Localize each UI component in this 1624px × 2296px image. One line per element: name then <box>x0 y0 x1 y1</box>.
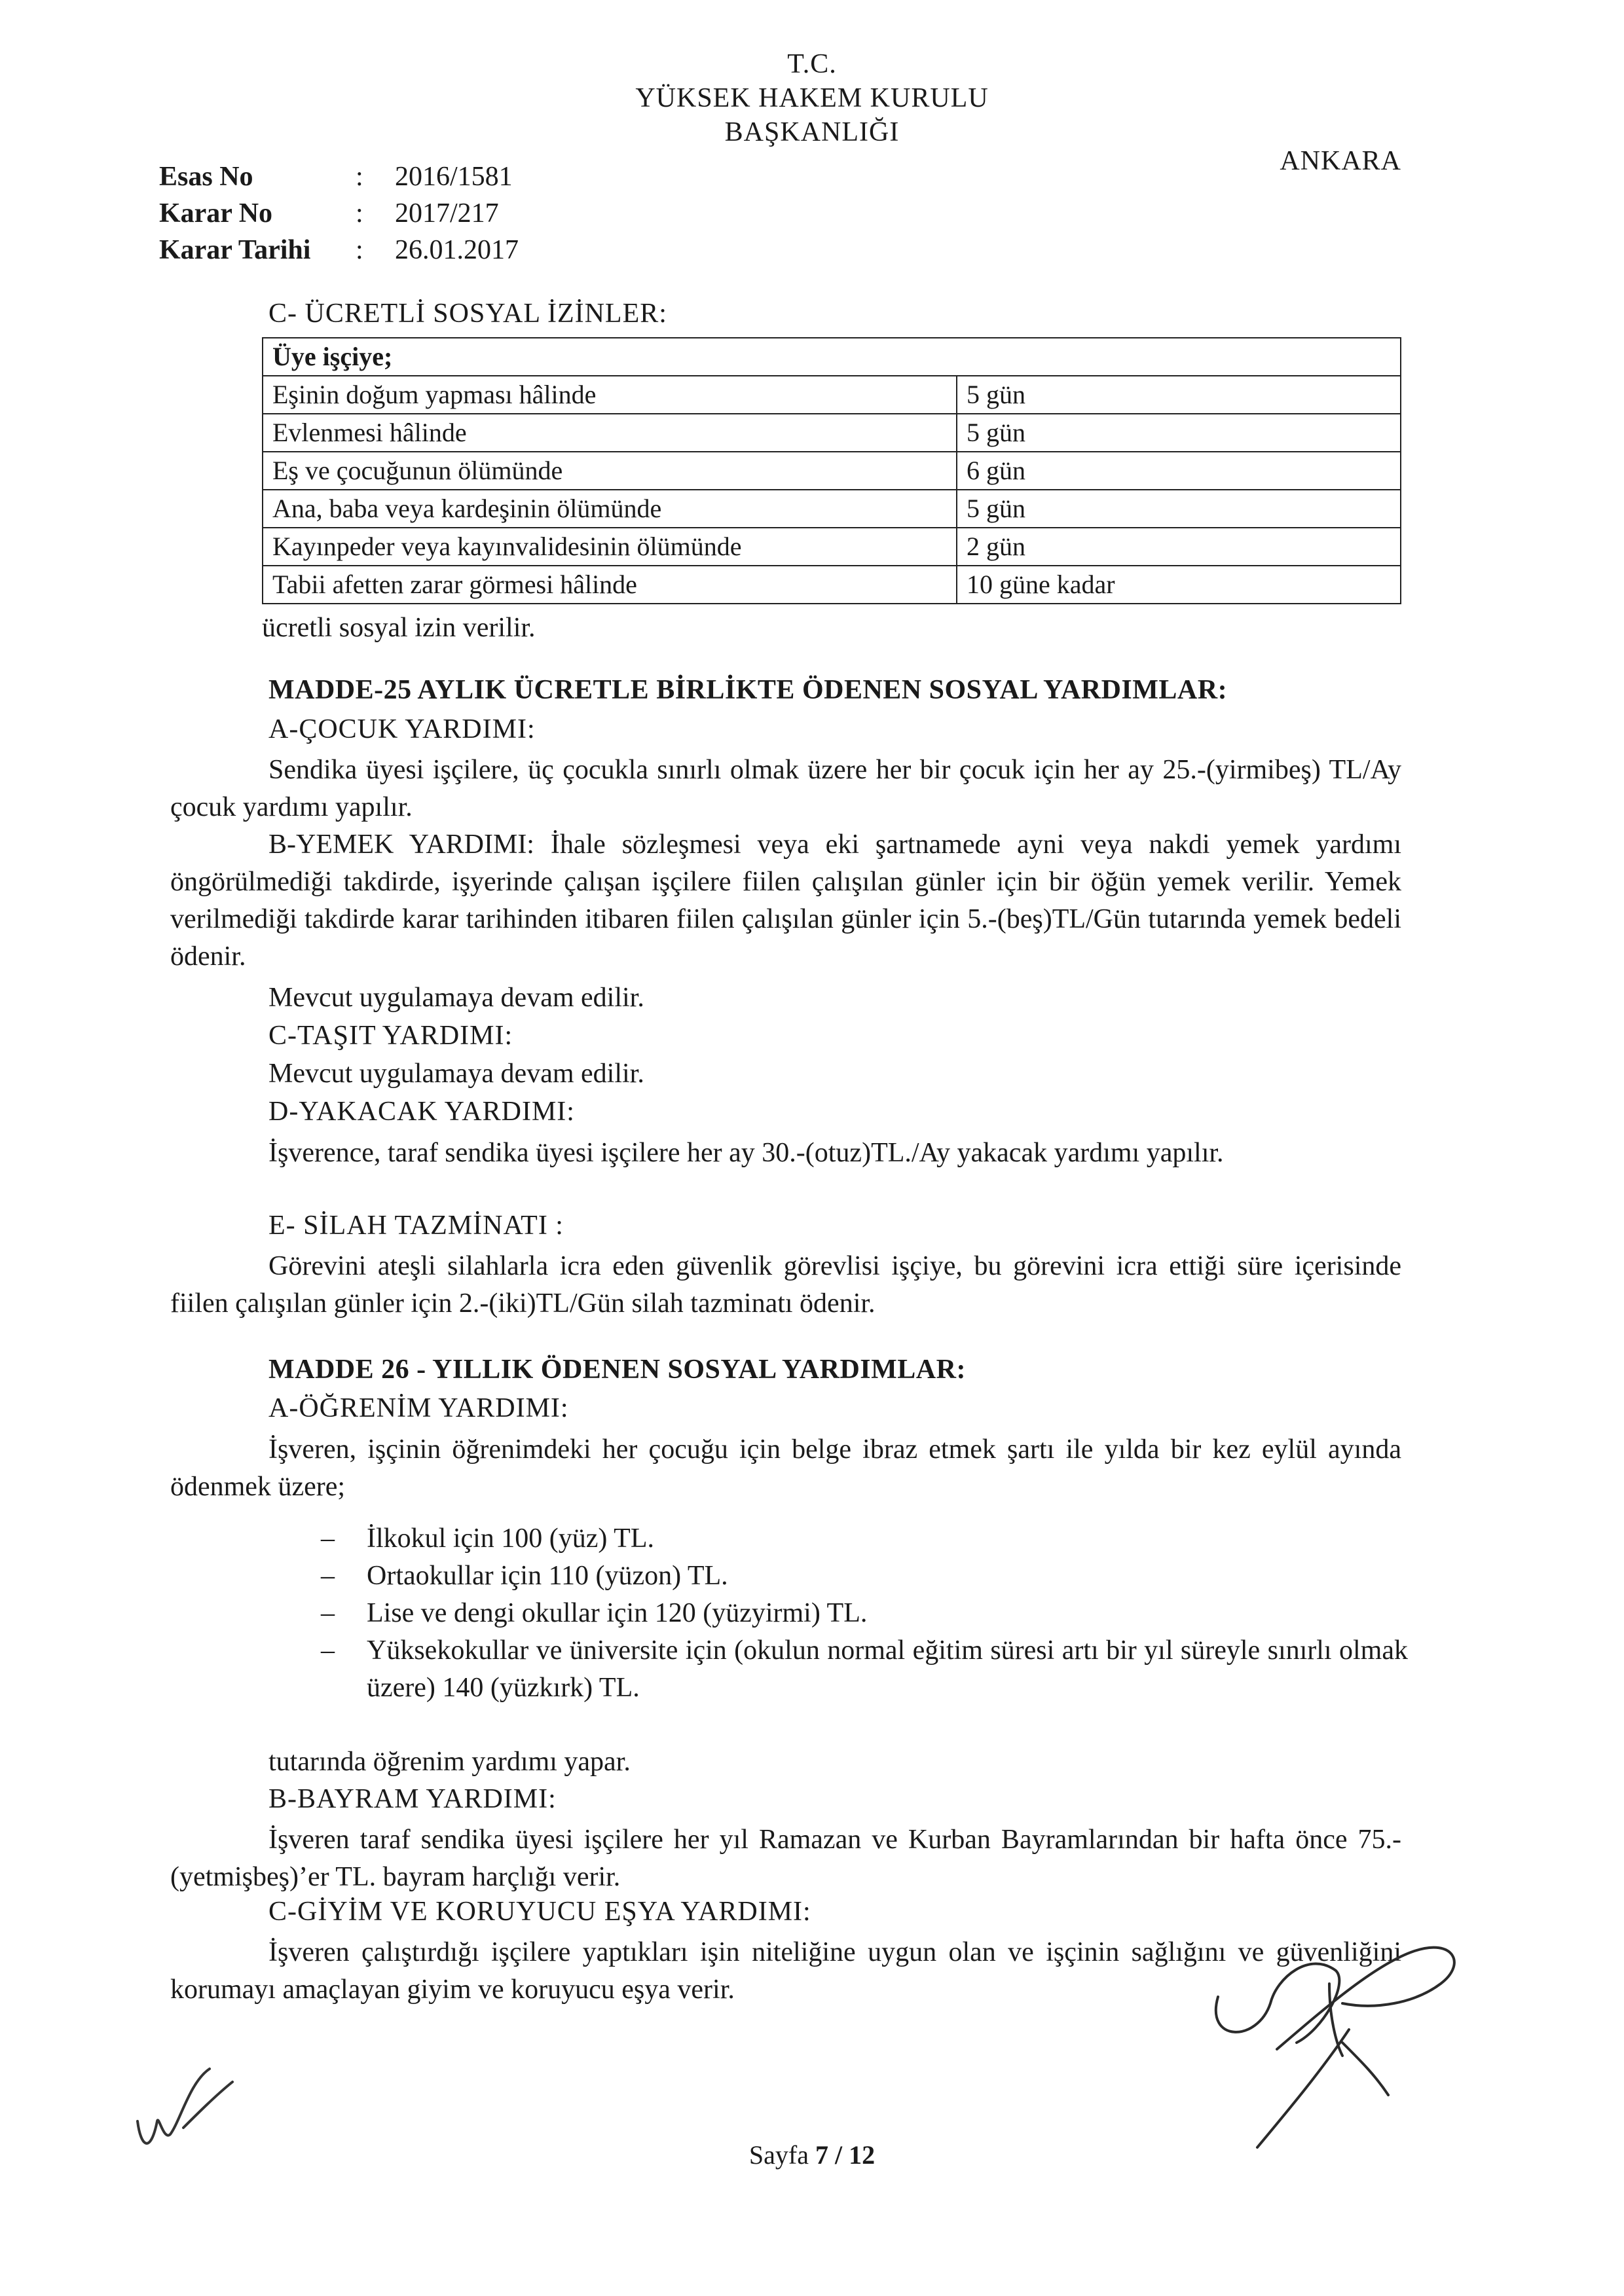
meta-value: 2017/217 <box>395 198 499 228</box>
meta-row-tarih <box>159 232 519 268</box>
table-cell-days: 5 gün <box>957 490 1401 528</box>
education-aid-list <box>321 1520 1408 1707</box>
table-row <box>263 528 1401 566</box>
meta-value: 26.01.2017 <box>395 235 519 265</box>
list-item-text: Ortaokullar için 110 (yüzon) TL. <box>367 1561 728 1591</box>
list-dash: – <box>321 1598 335 1628</box>
list-dash: – <box>321 1523 335 1554</box>
case-meta <box>159 158 519 268</box>
madde25-a-title: A-ÇOCUK YARDIMI: <box>268 714 536 744</box>
list-item <box>321 1558 1408 1595</box>
institution-header <box>458 47 1166 149</box>
madde25-title: MADDE-25 AYLIK ÜCRETLE BİRLİKTE ÖDENEN SOSYAL YARDIMLAR: <box>268 675 1228 705</box>
table-row <box>263 414 1401 452</box>
madde26-a-title: A-ÖĞRENİM YARDIMI: <box>268 1393 569 1423</box>
table-cell-desc: Evlenmesi hâlinde <box>263 414 957 452</box>
section-c-title: C- ÜCRETLİ SOSYAL İZİNLER: <box>268 299 667 329</box>
madde25-e-text: Görevini ateşli silahlarla icra eden güvenlik görevlisi işçiye, bu görevini icra ettiği süre içerisinde fiilen çalışılan günler için 2.-(iki)TL/Gün silah tazminatı ödenir. <box>170 1251 1401 1319</box>
table-cell-desc: Eş ve çocuğunun ölümünde <box>263 452 957 490</box>
page-footer <box>0 2140 1624 2170</box>
madde26-b-text: İşveren taraf sendika üyesi işçilere her yıl Ramazan ve Kurban Bayramlarından bir hafta önce 75.-(yetmişbeş)’er TL. bayram harçlığı verir. <box>170 1825 1401 1892</box>
header-board: YÜKSEK HAKEM KURULU <box>635 83 989 113</box>
madde25-a-text: Sendika üyesi işçilere, üç çocukla sınırlı olmak üzere her bir çocuk için her ay 25.-(yirmibeş) TL/Ay çocuk yardımı yapılır. <box>170 755 1401 822</box>
table-row <box>263 376 1401 414</box>
meta-value: 2016/1581 <box>395 162 513 192</box>
madde25-b-extra: Mevcut uygulamaya devam edilir. <box>268 983 644 1013</box>
section-c-footer: ücretli sosyal izin verilir. <box>262 613 536 643</box>
list-item-text: Lise ve dengi okullar için 120 (yüzyirmi) TL. <box>367 1598 868 1628</box>
list-dash: – <box>321 1561 335 1591</box>
meta-colon: : <box>356 162 363 192</box>
table-cell-days: 5 gün <box>957 376 1401 414</box>
meta-label: Karar No <box>159 198 273 228</box>
meta-label: Karar Tarihi <box>159 235 311 265</box>
page-label: Sayfa <box>748 2140 815 2170</box>
header-presidency: BAŞKANLIĞI <box>724 117 900 147</box>
meta-label: Esas No <box>159 162 253 192</box>
madde26-c-title: C-GİYİM VE KORUYUCU EŞYA YARDIMI: <box>268 1897 811 1927</box>
meta-row-esas <box>159 158 519 195</box>
list-item <box>321 1632 1408 1707</box>
madde25-c-title: C-TAŞIT YARDIMI: <box>268 1021 513 1051</box>
table-cell-days: 6 gün <box>957 452 1401 490</box>
madde26-a-after: tutarında öğrenim yardımı yapar. <box>268 1747 631 1777</box>
city-label: ANKARA <box>1280 146 1401 176</box>
table-row <box>263 490 1401 528</box>
table-cell-desc: Tabii afetten zarar görmesi hâlinde <box>263 566 957 604</box>
table-cell-days: 10 güne kadar <box>957 566 1401 604</box>
madde25-d-title: D-YAKACAK YARDIMI: <box>268 1097 575 1127</box>
madde25-e-title: E- SİLAH TAZMİNATI : <box>268 1211 564 1241</box>
table-cell-days: 2 gün <box>957 528 1401 566</box>
madde26-c-text: İşveren çalıştırdığı işçilere yaptıkları işin niteliğine uygun olan ve işçinin sağlığını ve güvenliğini korumayı amaçlayan giyim ve koruyucu eşya verir. <box>170 1937 1401 2005</box>
page-number: 7 / 12 <box>815 2140 876 2170</box>
list-item <box>321 1520 1408 1558</box>
list-item-text: Yüksekokullar ve üniversite için (okulun normal eğitim süresi artı bir yıl süreyle sınırlı olmak üzere) 140 (yüzkırk) TL. <box>367 1635 1408 1703</box>
madde25-d-text: İşverence, taraf sendika üyesi işçilere her ay 30.-(otuz)TL./Ay yakacak yardımı yapılır. <box>268 1138 1224 1168</box>
list-item-text: İlkokul için 100 (yüz) TL. <box>367 1523 654 1554</box>
madde25-b-text: B-YEMEK YARDIMI: İhale sözleşmesi veya eki şartnamede ayni veya nakdi yemek yardımı öngörülmediği takdirde, işyerinde çalışan işçilere fiilen çalışılan günler için bir öğün yemek verilir. Yemek verilmediği takdirde karar tarihinden itibaren fiilen çalışılan günler için 5.-(beş)TL/Gün tutarında yemek bedeli ödenir. <box>170 829 1401 972</box>
table-cell-days: 5 gün <box>957 414 1401 452</box>
leave-table <box>262 337 1401 604</box>
table-row <box>263 566 1401 604</box>
madde25-c-text: Mevcut uygulamaya devam edilir. <box>268 1059 644 1089</box>
table-header: Üye işçiye; <box>263 338 1401 376</box>
list-dash: – <box>321 1635 335 1666</box>
meta-row-karar <box>159 195 519 232</box>
meta-colon: : <box>356 198 363 228</box>
table-header-row <box>263 338 1401 376</box>
table-cell-desc: Ana, baba veya kardeşinin ölümünde <box>263 490 957 528</box>
table-cell-desc: Eşinin doğum yapması hâlinde <box>263 376 957 414</box>
madde26-title: MADDE 26 - YILLIK ÖDENEN SOSYAL YARDIMLAR: <box>268 1355 966 1385</box>
table-row <box>263 452 1401 490</box>
madde26-b-title: B-BAYRAM YARDIMI: <box>268 1784 557 1814</box>
madde26-a-text: İşveren, işçinin öğrenimdeki her çocuğu için belge ibraz etmek şartı ile yılda bir kez eylül ayında ödenmek üzere; <box>170 1434 1401 1502</box>
list-item <box>321 1595 1408 1632</box>
header-tc: T.C. <box>787 49 837 79</box>
table-cell-desc: Kayınpeder veya kayınvalidesinin ölümünde <box>263 528 957 566</box>
meta-colon: : <box>356 235 363 265</box>
